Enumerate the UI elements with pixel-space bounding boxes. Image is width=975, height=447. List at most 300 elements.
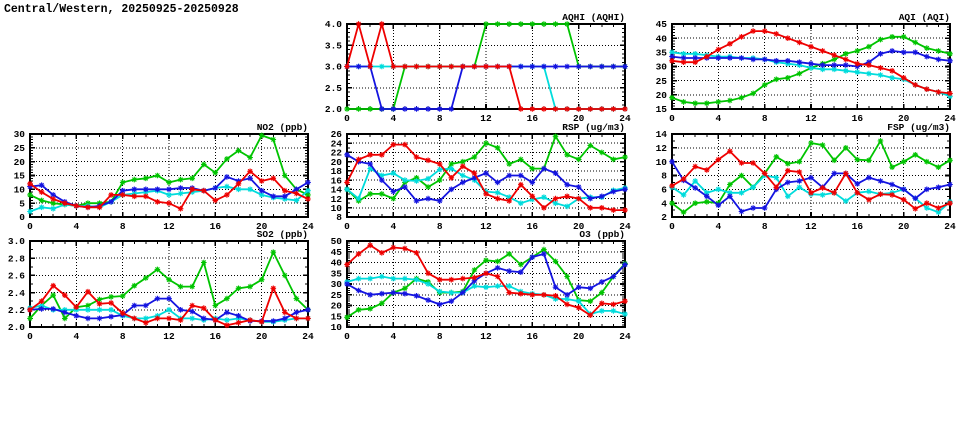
marker bbox=[449, 166, 455, 172]
marker bbox=[704, 194, 710, 200]
marker bbox=[259, 319, 265, 325]
marker bbox=[414, 64, 420, 70]
marker bbox=[294, 310, 300, 316]
marker bbox=[518, 182, 524, 188]
marker bbox=[716, 55, 722, 61]
marker bbox=[449, 106, 455, 112]
marker bbox=[889, 68, 895, 74]
svg-text:20: 20 bbox=[330, 156, 342, 168]
svg-text:16: 16 bbox=[526, 221, 539, 232]
marker bbox=[27, 316, 33, 322]
marker bbox=[727, 182, 733, 188]
marker bbox=[936, 205, 942, 211]
marker bbox=[108, 192, 114, 198]
marker bbox=[402, 64, 408, 70]
marker bbox=[189, 316, 195, 322]
marker bbox=[924, 159, 930, 165]
marker bbox=[564, 194, 570, 200]
marker bbox=[622, 262, 628, 268]
marker bbox=[506, 21, 512, 27]
marker bbox=[588, 143, 594, 149]
marker bbox=[213, 170, 219, 176]
marker bbox=[530, 194, 536, 200]
marker bbox=[611, 106, 617, 112]
marker bbox=[541, 166, 547, 172]
marker bbox=[132, 177, 138, 183]
marker bbox=[201, 305, 207, 311]
marker bbox=[271, 137, 277, 143]
svg-text:3.0: 3.0 bbox=[7, 236, 25, 248]
svg-text:12: 12 bbox=[480, 113, 492, 124]
marker bbox=[716, 202, 722, 208]
marker bbox=[518, 269, 524, 275]
marker bbox=[820, 185, 826, 191]
svg-text:0: 0 bbox=[27, 221, 33, 232]
marker bbox=[85, 316, 91, 322]
marker bbox=[305, 180, 311, 186]
marker bbox=[178, 177, 184, 183]
marker bbox=[472, 154, 478, 160]
marker bbox=[808, 61, 814, 67]
marker bbox=[271, 194, 277, 200]
marker bbox=[924, 200, 930, 206]
svg-text:2.8: 2.8 bbox=[7, 253, 25, 265]
chart-title-aqhi: AQHI (AQHI) bbox=[562, 12, 625, 23]
marker bbox=[294, 316, 300, 322]
marker bbox=[901, 159, 907, 165]
marker bbox=[201, 260, 207, 266]
marker bbox=[236, 181, 242, 187]
marker bbox=[367, 191, 373, 197]
svg-text:20: 20 bbox=[572, 113, 585, 124]
marker bbox=[74, 313, 80, 319]
marker bbox=[178, 206, 184, 212]
marker bbox=[913, 50, 919, 56]
marker bbox=[449, 64, 455, 70]
marker bbox=[889, 34, 895, 40]
marker bbox=[483, 21, 489, 27]
svg-text:8: 8 bbox=[761, 113, 768, 124]
marker bbox=[831, 158, 837, 164]
marker bbox=[541, 251, 547, 257]
marker bbox=[143, 303, 149, 309]
marker bbox=[402, 246, 408, 252]
svg-text:4: 4 bbox=[661, 198, 667, 210]
marker bbox=[39, 205, 45, 211]
marker bbox=[236, 313, 242, 319]
marker bbox=[367, 64, 373, 70]
svg-text:6: 6 bbox=[661, 184, 667, 196]
marker bbox=[143, 275, 149, 281]
marker bbox=[518, 173, 524, 179]
marker bbox=[247, 155, 253, 161]
marker bbox=[97, 301, 103, 307]
svg-text:8: 8 bbox=[336, 212, 342, 224]
marker bbox=[259, 277, 265, 283]
marker bbox=[774, 31, 780, 37]
marker bbox=[530, 64, 536, 70]
marker bbox=[797, 71, 803, 77]
marker bbox=[166, 192, 172, 198]
marker bbox=[460, 276, 466, 282]
marker bbox=[762, 82, 768, 88]
marker bbox=[282, 194, 288, 200]
marker bbox=[449, 175, 455, 181]
marker bbox=[739, 190, 745, 196]
marker bbox=[588, 298, 594, 304]
marker bbox=[155, 199, 161, 205]
marker bbox=[866, 44, 872, 50]
marker bbox=[294, 296, 300, 302]
marker bbox=[866, 158, 872, 164]
marker bbox=[611, 302, 617, 308]
marker bbox=[344, 106, 350, 112]
marker bbox=[855, 181, 861, 187]
marker bbox=[27, 181, 33, 187]
marker bbox=[155, 173, 161, 179]
marker bbox=[947, 182, 953, 188]
chart-title-no2: NO2 (ppb) bbox=[256, 122, 308, 133]
svg-text:12: 12 bbox=[330, 193, 342, 205]
marker bbox=[878, 72, 884, 78]
marker bbox=[402, 286, 408, 292]
marker bbox=[669, 183, 675, 189]
marker bbox=[936, 185, 942, 191]
marker bbox=[704, 199, 710, 205]
svg-text:2.4: 2.4 bbox=[7, 287, 25, 299]
marker bbox=[132, 187, 138, 193]
svg-text:20: 20 bbox=[13, 156, 25, 168]
svg-text:35: 35 bbox=[330, 268, 342, 280]
marker bbox=[889, 164, 895, 170]
marker bbox=[669, 58, 675, 64]
marker bbox=[495, 21, 501, 27]
marker bbox=[178, 284, 184, 290]
marker bbox=[74, 203, 80, 209]
marker bbox=[391, 64, 397, 70]
marker bbox=[178, 185, 184, 191]
marker bbox=[367, 152, 373, 158]
marker bbox=[305, 307, 311, 313]
marker bbox=[344, 281, 350, 287]
marker bbox=[855, 190, 861, 196]
marker bbox=[282, 273, 288, 279]
marker bbox=[236, 187, 242, 193]
marker bbox=[495, 145, 501, 151]
marker bbox=[379, 250, 385, 256]
marker bbox=[247, 317, 253, 323]
marker bbox=[716, 47, 722, 53]
marker bbox=[483, 284, 489, 290]
marker bbox=[247, 284, 253, 290]
marker bbox=[367, 243, 373, 249]
svg-text:24: 24 bbox=[619, 331, 631, 342]
marker bbox=[889, 182, 895, 188]
marker bbox=[506, 290, 512, 296]
marker bbox=[391, 276, 397, 282]
marker bbox=[356, 276, 362, 282]
marker bbox=[259, 133, 265, 139]
marker bbox=[379, 301, 385, 307]
marker bbox=[495, 259, 501, 265]
marker bbox=[831, 52, 837, 58]
marker bbox=[878, 37, 884, 43]
marker bbox=[820, 62, 826, 68]
marker bbox=[402, 276, 408, 282]
marker bbox=[120, 192, 126, 198]
marker bbox=[530, 292, 536, 298]
marker bbox=[762, 28, 768, 34]
marker bbox=[120, 310, 126, 316]
marker bbox=[391, 290, 397, 296]
marker bbox=[611, 308, 617, 314]
marker bbox=[762, 205, 768, 211]
marker bbox=[866, 71, 872, 77]
marker bbox=[843, 68, 849, 74]
svg-text:16: 16 bbox=[851, 221, 864, 232]
marker bbox=[472, 64, 478, 70]
marker bbox=[855, 61, 861, 67]
marker bbox=[774, 185, 780, 191]
svg-text:16: 16 bbox=[526, 113, 539, 124]
marker bbox=[704, 167, 710, 173]
marker bbox=[541, 292, 547, 298]
marker bbox=[27, 192, 33, 198]
marker bbox=[599, 205, 605, 211]
marker bbox=[437, 277, 443, 283]
marker bbox=[576, 64, 582, 70]
marker bbox=[901, 187, 907, 193]
marker bbox=[622, 106, 628, 112]
marker bbox=[224, 317, 230, 323]
svg-text:16: 16 bbox=[330, 175, 342, 187]
marker bbox=[201, 188, 207, 194]
marker bbox=[924, 86, 930, 92]
marker bbox=[727, 194, 733, 200]
marker bbox=[437, 198, 443, 204]
marker bbox=[692, 185, 698, 191]
marker bbox=[391, 106, 397, 112]
marker bbox=[785, 180, 791, 186]
marker bbox=[866, 175, 872, 181]
svg-text:30: 30 bbox=[655, 61, 667, 73]
marker bbox=[50, 196, 56, 202]
marker bbox=[379, 291, 385, 297]
marker bbox=[97, 316, 103, 322]
svg-text:0: 0 bbox=[669, 221, 675, 232]
marker bbox=[143, 176, 149, 182]
marker bbox=[576, 184, 582, 190]
marker bbox=[414, 178, 420, 184]
marker bbox=[901, 75, 907, 81]
svg-text:14: 14 bbox=[330, 184, 342, 196]
marker bbox=[588, 106, 594, 112]
marker bbox=[166, 277, 172, 283]
marker bbox=[132, 316, 138, 322]
marker bbox=[155, 187, 161, 193]
marker bbox=[750, 185, 756, 191]
marker bbox=[774, 58, 780, 64]
marker bbox=[425, 64, 431, 70]
marker bbox=[530, 21, 536, 27]
marker bbox=[530, 254, 536, 260]
svg-text:2.0: 2.0 bbox=[7, 322, 25, 334]
marker bbox=[236, 320, 242, 326]
marker bbox=[541, 64, 547, 70]
marker bbox=[39, 198, 45, 204]
marker bbox=[855, 69, 861, 75]
marker bbox=[50, 306, 56, 312]
marker bbox=[739, 173, 745, 179]
chart-rsp bbox=[331, 122, 631, 232]
marker bbox=[692, 200, 698, 206]
marker bbox=[379, 191, 385, 197]
marker bbox=[588, 64, 594, 70]
svg-text:20: 20 bbox=[572, 221, 585, 232]
marker bbox=[414, 198, 420, 204]
svg-text:24: 24 bbox=[302, 331, 314, 342]
marker bbox=[259, 178, 265, 184]
svg-text:8: 8 bbox=[761, 221, 768, 232]
svg-text:2.0: 2.0 bbox=[324, 104, 342, 116]
svg-text:12: 12 bbox=[480, 221, 492, 232]
svg-text:10: 10 bbox=[655, 156, 667, 168]
svg-text:25: 25 bbox=[330, 289, 342, 301]
marker bbox=[379, 64, 385, 70]
marker bbox=[224, 323, 230, 329]
svg-text:24: 24 bbox=[330, 138, 342, 150]
marker bbox=[797, 169, 803, 175]
marker bbox=[611, 274, 617, 280]
marker bbox=[178, 317, 184, 323]
marker bbox=[97, 307, 103, 313]
marker bbox=[414, 250, 420, 256]
marker bbox=[282, 173, 288, 179]
marker bbox=[611, 189, 617, 195]
chart-title-aqi: AQI (AQI) bbox=[898, 12, 950, 23]
marker bbox=[599, 150, 605, 156]
marker bbox=[213, 198, 219, 204]
marker bbox=[414, 293, 420, 299]
marker bbox=[402, 291, 408, 297]
marker bbox=[294, 191, 300, 197]
marker bbox=[425, 297, 431, 303]
marker bbox=[553, 134, 559, 140]
marker bbox=[785, 58, 791, 64]
chart-title-rsp: RSP (ug/m3) bbox=[562, 122, 625, 133]
marker bbox=[108, 314, 114, 320]
marker bbox=[356, 21, 362, 27]
marker bbox=[750, 205, 756, 211]
marker bbox=[588, 205, 594, 211]
marker bbox=[391, 245, 397, 251]
chart-title-fsp: FSP (ug/m3) bbox=[887, 122, 950, 133]
svg-text:25: 25 bbox=[655, 75, 667, 87]
marker bbox=[913, 152, 919, 158]
marker bbox=[866, 189, 872, 195]
marker bbox=[344, 262, 350, 268]
marker bbox=[622, 207, 628, 213]
marker bbox=[843, 57, 849, 63]
marker bbox=[797, 178, 803, 184]
marker bbox=[878, 65, 884, 71]
marker bbox=[236, 148, 242, 154]
svg-text:0: 0 bbox=[27, 331, 33, 342]
marker bbox=[692, 164, 698, 170]
marker bbox=[808, 140, 814, 146]
marker bbox=[820, 192, 826, 198]
svg-text:10: 10 bbox=[330, 202, 342, 214]
marker bbox=[356, 64, 362, 70]
marker bbox=[62, 316, 68, 322]
marker bbox=[305, 316, 311, 322]
marker bbox=[901, 197, 907, 203]
marker bbox=[50, 283, 56, 289]
marker bbox=[913, 196, 919, 202]
marker bbox=[831, 171, 837, 177]
marker bbox=[588, 196, 594, 202]
marker bbox=[797, 40, 803, 46]
marker bbox=[402, 142, 408, 148]
series-cyan bbox=[669, 50, 953, 100]
marker bbox=[924, 54, 930, 60]
marker bbox=[878, 138, 884, 144]
marker bbox=[506, 173, 512, 179]
marker bbox=[506, 198, 512, 204]
marker bbox=[936, 89, 942, 95]
marker bbox=[681, 192, 687, 198]
marker bbox=[716, 187, 722, 193]
marker bbox=[611, 64, 617, 70]
marker bbox=[843, 198, 849, 204]
marker bbox=[576, 305, 582, 311]
marker bbox=[437, 161, 443, 167]
marker bbox=[564, 21, 570, 27]
marker bbox=[39, 298, 45, 304]
marker bbox=[692, 59, 698, 65]
marker bbox=[282, 188, 288, 194]
chart-fsp bbox=[656, 122, 956, 232]
marker bbox=[460, 173, 466, 179]
marker bbox=[774, 154, 780, 160]
marker bbox=[913, 82, 919, 88]
marker bbox=[379, 274, 385, 280]
marker bbox=[271, 249, 277, 255]
marker bbox=[189, 309, 195, 315]
marker bbox=[495, 283, 501, 289]
marker bbox=[344, 64, 350, 70]
marker bbox=[518, 106, 524, 112]
svg-text:45: 45 bbox=[655, 19, 667, 31]
marker bbox=[414, 106, 420, 112]
marker bbox=[739, 160, 745, 166]
marker bbox=[391, 196, 397, 202]
marker bbox=[564, 302, 570, 308]
svg-text:0: 0 bbox=[669, 113, 675, 124]
marker bbox=[878, 51, 884, 57]
svg-text:20: 20 bbox=[330, 300, 342, 312]
svg-text:16: 16 bbox=[209, 331, 222, 342]
marker bbox=[808, 190, 814, 196]
marker bbox=[774, 175, 780, 181]
marker bbox=[599, 301, 605, 307]
svg-text:45: 45 bbox=[330, 246, 342, 258]
chart-aqhi bbox=[325, 12, 631, 124]
marker bbox=[541, 21, 547, 27]
marker bbox=[576, 157, 582, 163]
svg-text:20: 20 bbox=[255, 221, 268, 232]
marker bbox=[62, 310, 68, 316]
